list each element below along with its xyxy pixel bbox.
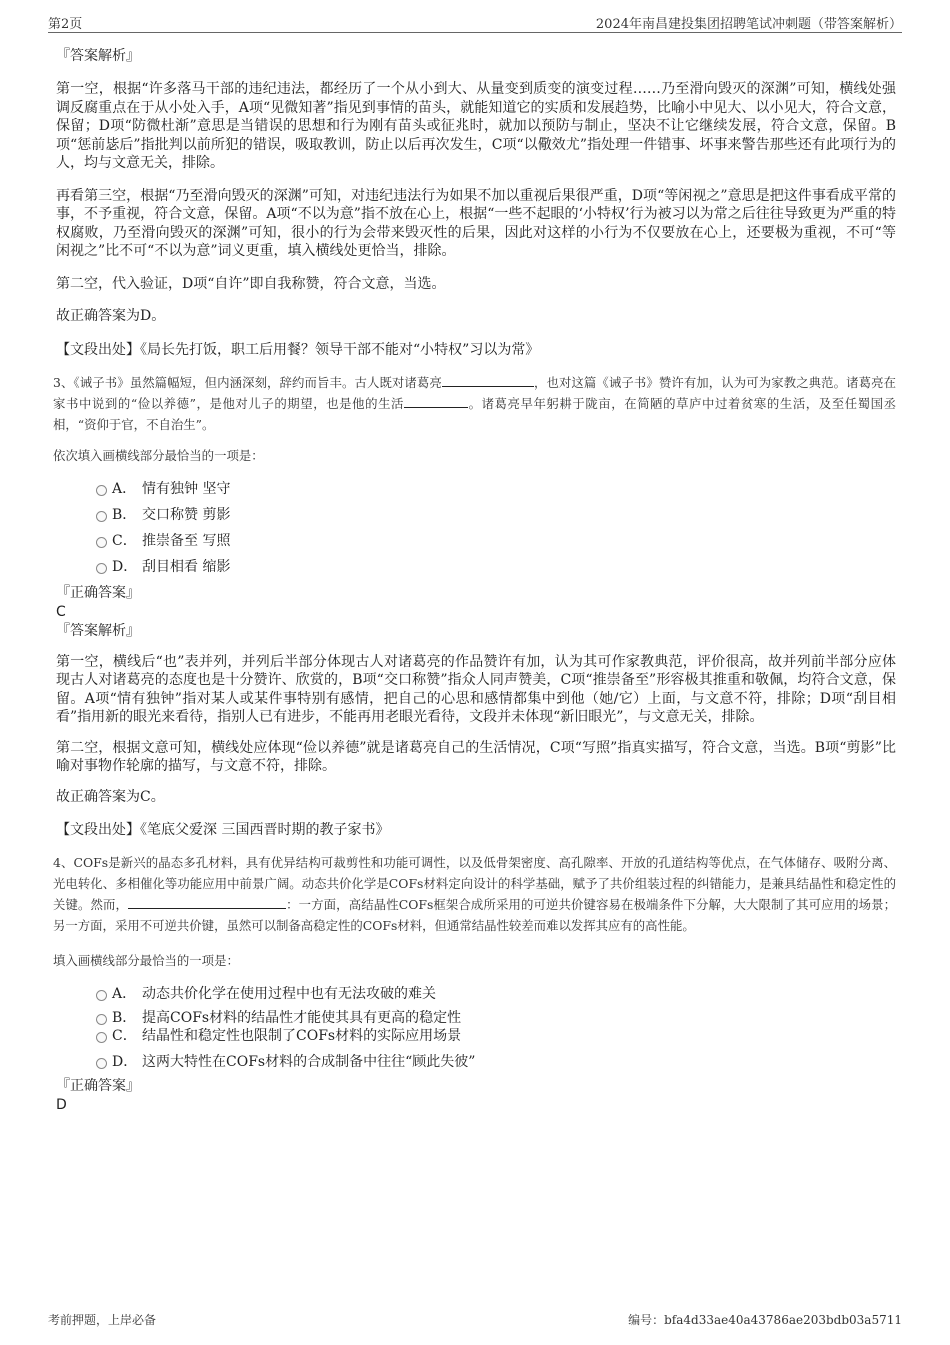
analysis-paragraph: 再看第三空，根据“乃至滑向毁灭的深渊”可知，对违纪违法行为如果不加以重视后果很严重，D项“等闲视之”意思是把这件事看成平常的事，不予重视，符合文意，保留。A项“不以为意”指不放在心上，根据“一些不起眼的‘小特权’行为被习以为常之后往往导致更为严重的特权腐败，乃至滑向毁灭的深渊”可知，很小的行为会带来毁灭性的后果，因此对这样的小行为不仅要放在心上，还要极为重视，不可“等闲视之”比不可“不以为意”词义更重，填入横线处更恰当，排除。 <box>56 187 896 259</box>
option-a[interactable]: A． 情有独钟 坚守 <box>56 479 896 505</box>
passage-source: 【文段出处】《局长先打饭，职工后用餐？领导干部不能对“小特权”习以为常》 <box>56 341 540 358</box>
fill-blank <box>442 374 534 387</box>
option-d[interactable]: D． 刮目相看 缩影 <box>56 557 896 583</box>
option-text: 推崇备至 写照 <box>142 532 231 549</box>
question-4-options <box>56 984 896 1076</box>
stem-text: 。诸葛亮早年躬耕于陇亩，在简陋的草庐中过着贫寒的生活，及至任蜀国丞相，“资仰于官，不自治生”。 <box>53 395 897 432</box>
analysis-paragraph: 第一空，根据“许多落马干部的违纪违法，都经历了一个从小到大、从量变到质变的演变过程……乃至滑向毁灭的深渊”可知，横线处强调反腐重点在于从小处入手，A项“见微知著”指见到事情的苗头，就能知道它的实质和发展趋势，比喻小中见大、以小见大，符合文意，保留；D项“防微杜渐”意思是当错误的思想和行为刚有苗头或征兆时，就加以预防与制止，坚决不让它继续发展，符合文意，保留。B项“惩前毖后”指批判以前所犯的错误，吸取教训，防止以后再次发生，C项“以儆效尤”指处理一件错事、坏事来警告那些还有此项行为的人，均与文意无关，排除。 <box>56 81 896 171</box>
option-text: 刮目相看 缩影 <box>142 558 231 575</box>
option-text: 这两大特性在COFs材料的合成制备中往往“顾此失彼” <box>142 1054 476 1070</box>
correct-answer-value: C <box>56 603 66 620</box>
passage-source: 【文段出处】《笔底父爱深 三国西晋时期的教子家书》 <box>56 822 390 838</box>
option-text: 交口称赞 剪影 <box>142 506 231 523</box>
analysis-paragraph: 故正确答案为C。 <box>56 788 165 805</box>
option-text: 结晶性和稳定性也限制了COFs材料的实际应用场景 <box>142 1028 462 1044</box>
question-3-stem <box>53 372 896 435</box>
question-3-options <box>56 479 896 583</box>
stem-text: ，也对这篇《诫子书》赞许有加，认为可为家教之典范。诸葛亮在家书中说到的“俭以养德”，是他对儿子的期望，也是他的生活 <box>53 374 896 411</box>
option-text: 情有独钟 坚守 <box>142 480 231 497</box>
stem-text: 3、《诫子书》虽然篇幅短，但内涵深刻，辞约而旨丰。古人既对诸葛亮 <box>53 374 442 390</box>
radio-button[interactable] <box>96 1032 107 1043</box>
question-prompt: 填入画横线部分最恰当的一项是： <box>53 953 239 968</box>
stem-text: ：一方面，高结晶性COFs框架合成所采用的可逆共价键容易在极端条件下分解，大大限制了其可应用的场景；另一方面，采用不可逆共价键，虽然可以制备高稳定性的COFs材料，但通常结晶性较差而难以发挥其应有的高性能。 <box>53 897 896 933</box>
option-text: 动态共价化学在使用过程中也有无法攻破的难关 <box>142 986 436 1002</box>
correct-answer-label: 『正确答案』 <box>56 584 140 601</box>
correct-answer-value: D <box>56 1097 67 1113</box>
analysis-paragraph: 故正确答案为D。 <box>56 308 166 324</box>
footer-motto: 考前押题，上岸必备 <box>48 1313 157 1327</box>
correct-answer-label: 『正确答案』 <box>56 1078 140 1094</box>
page-header <box>48 10 902 33</box>
answer-analysis-label: 『答案解析』 <box>56 622 140 639</box>
stem-text: 4、COFs是新兴的晶态多孔材料，具有优异结构可裁剪性和功能可调性，以及低骨架密度、高孔隙率、开放的孔道结构等优点，在气体储存、吸附分离、光电转化、多相催化等功能应用中前景广阔。动态共价化学是COFs材料定向设计的科学基础，赋予了共价组装过程的纠错能力，是兼具结晶性和稳定性的关键。然而， <box>53 855 896 912</box>
document-code: 编号：bfa4d33ae40a43786ae203bdb03a5711 <box>628 1313 902 1327</box>
analysis-paragraph: 第二空，代入验证，D项“自许”即自我称赞，符合文意，当选。 <box>56 275 446 292</box>
fill-blank <box>404 395 468 408</box>
question-4-stem <box>53 852 896 936</box>
radio-button[interactable] <box>96 990 107 1001</box>
option-b[interactable]: B． 提高COFs材料的结晶性才能使其具有更高的稳定性 <box>56 1008 896 1026</box>
option-d[interactable]: D． 这两大特性在COFs材料的合成制备中往往“顾此失彼” <box>56 1052 896 1076</box>
analysis-paragraph: 第一空，横线后“也”表并列，并列后半部分体现古人对诸葛亮的作品赞许有加，认为其可作家教典范，评价很高，故并列前半部分应体现古人对诸葛亮的态度也是十分赞许、欣赏的，B项“交口称赞”指众人同声赞美，C项“推崇备至”形容极其推重和敬佩，均符合文意，保留。A项“情有独钟”指对某人或某件事特别有感情，把自己的心思和感情都集中到他（她/它）上面，与文意不符，排除；D项“刮目相看”指用新的眼光来看待，指别人已有进步，不能再用老眼光看待，文段并未体现“新旧眼光”，与文意无关，排除。 <box>56 653 896 725</box>
radio-button[interactable] <box>96 1058 107 1069</box>
radio-button[interactable] <box>96 511 107 522</box>
answer-analysis-label: 『答案解析』 <box>56 48 140 64</box>
document-title: 2024年南昌建投集团招聘笔试冲刺题（带答案解析） <box>595 17 902 32</box>
page-content <box>53 46 897 1114</box>
radio-button[interactable] <box>96 563 107 574</box>
analysis-paragraph: 第二空，根据文意可知，横线处应体现“俭以养德”就是诸葛亮自己的生活情况，C项“写照”指真实描写，符合文意，当选。B项“剪影”比喻对事物作轮廓的描写，与文意不符，排除。 <box>56 739 896 774</box>
page-number: 第2页 <box>48 17 83 32</box>
radio-button[interactable] <box>96 485 107 496</box>
option-text: 提高COFs材料的结晶性才能使其具有更高的稳定性 <box>142 1010 462 1026</box>
radio-button[interactable] <box>96 1014 107 1025</box>
radio-button[interactable] <box>96 537 107 548</box>
option-c[interactable]: C． 结晶性和稳定性也限制了COFs材料的实际应用场景 <box>56 1026 896 1052</box>
fill-blank <box>128 896 286 909</box>
option-b[interactable]: B． 交口称赞 剪影 <box>56 505 896 531</box>
option-a[interactable]: A． 动态共价化学在使用过程中也有无法攻破的难关 <box>56 984 896 1008</box>
question-prompt: 依次填入画横线部分最恰当的一项是： <box>53 447 264 463</box>
option-c[interactable]: C． 推崇备至 写照 <box>56 531 896 557</box>
page-footer <box>48 1311 902 1329</box>
